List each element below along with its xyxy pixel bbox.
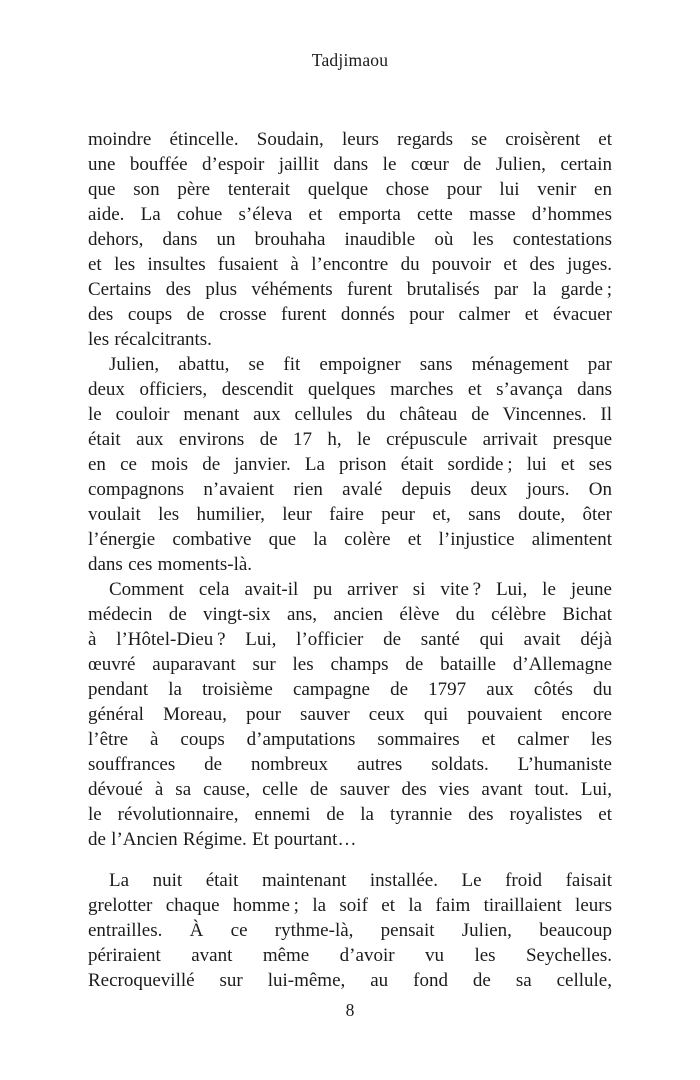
text-line: une bouffée d’espoir jaillit dans le cœur de Julien, certain — [88, 154, 612, 175]
text-line: La nuit était maintenant installée. Le froid faisait — [109, 870, 612, 891]
text-line: Comment cela avait-il pu arriver si vite ? Lui, le jeune — [109, 579, 612, 600]
text-line: entrailles. À ce rythme-là, pensait Julien, beaucoup — [88, 920, 612, 941]
text-line: le révolutionnaire, ennemi de la tyrannie des royalistes et — [88, 804, 612, 825]
text-line: de l’Ancien Régime. Et pourtant… — [88, 829, 357, 850]
text-line: voulait les humilier, leur faire peur et, sans doute, ôter — [88, 504, 612, 525]
page-number: 8 — [345, 1000, 355, 1020]
paragraph — [88, 577, 612, 852]
text-line: œuvré auparavant sur les champs de bataille d’Allemagne — [88, 654, 612, 675]
text-line: Recroquevillé sur lui-même, au fond de sa cellule, — [88, 970, 612, 991]
text-line: aide. La cohue s’éleva et emporta cette masse d’hommes — [88, 204, 612, 225]
text-line: des coups de crosse furent donnés pour calmer et évacuer — [88, 304, 612, 325]
paragraph — [88, 868, 612, 993]
paragraph — [88, 127, 612, 352]
paragraph — [88, 352, 612, 577]
text-line: Certains des plus véhéments furent brutalisés par la garde ; — [88, 279, 612, 300]
text-line: pendant la troisième campagne de 1797 aux côtés du — [88, 679, 612, 700]
text-line: le couloir menant aux cellules du château de Vincennes. Il — [88, 404, 612, 425]
text-line: deux officiers, descendit quelques marches et s’avança dans — [88, 379, 612, 400]
text-line: était aux environs de 17 h, le crépuscule arrivait presque — [88, 429, 612, 450]
text-line: l’être à coups d’amputations sommaires et calmer les — [88, 729, 612, 750]
text-line: l’énergie combative que la colère et l’injustice alimentent — [88, 529, 612, 550]
text-line: souffrances de nombreux autres soldats. L’humaniste — [88, 754, 612, 775]
text-line: en ce mois de janvier. La prison était sordide ; lui et ses — [88, 454, 612, 475]
text-line: compagnons n’avaient rien avalé depuis deux jours. On — [88, 479, 612, 500]
text-line: périraient avant même d’avoir vu les Seychelles. — [88, 945, 612, 966]
text-line: dehors, dans un brouhaha inaudible où les contestations — [88, 229, 612, 250]
text-block — [88, 127, 612, 993]
text-line: médecin de vingt-six ans, ancien élève du célèbre Bichat — [88, 604, 612, 625]
text-line: les récalcitrants. — [88, 329, 212, 350]
text-line: à l’Hôtel-Dieu ? Lui, l’officier de santé qui avait déjà — [88, 629, 612, 650]
text-line: grelotter chaque homme ; la soif et la faim tiraillaient leurs — [88, 895, 612, 916]
text-line: Julien, abattu, se fit empoigner sans ménagement par — [109, 354, 612, 375]
text-line: général Moreau, pour sauver ceux qui pouvaient encore — [88, 704, 612, 725]
text-line: dans ces moments-là. — [88, 554, 253, 575]
running-header: Tadjimaou — [311, 50, 389, 70]
text-line: que son père tenterait quelque chose pour lui venir en — [88, 179, 612, 200]
text-line: dévoué à sa cause, celle de sauver des vies avant tout. Lui, — [88, 779, 612, 800]
text-line: moindre étincelle. Soudain, leurs regards se croisèrent et — [88, 129, 612, 150]
text-line: et les insultes fusaient à l’encontre du pouvoir et des juges. — [88, 254, 612, 275]
